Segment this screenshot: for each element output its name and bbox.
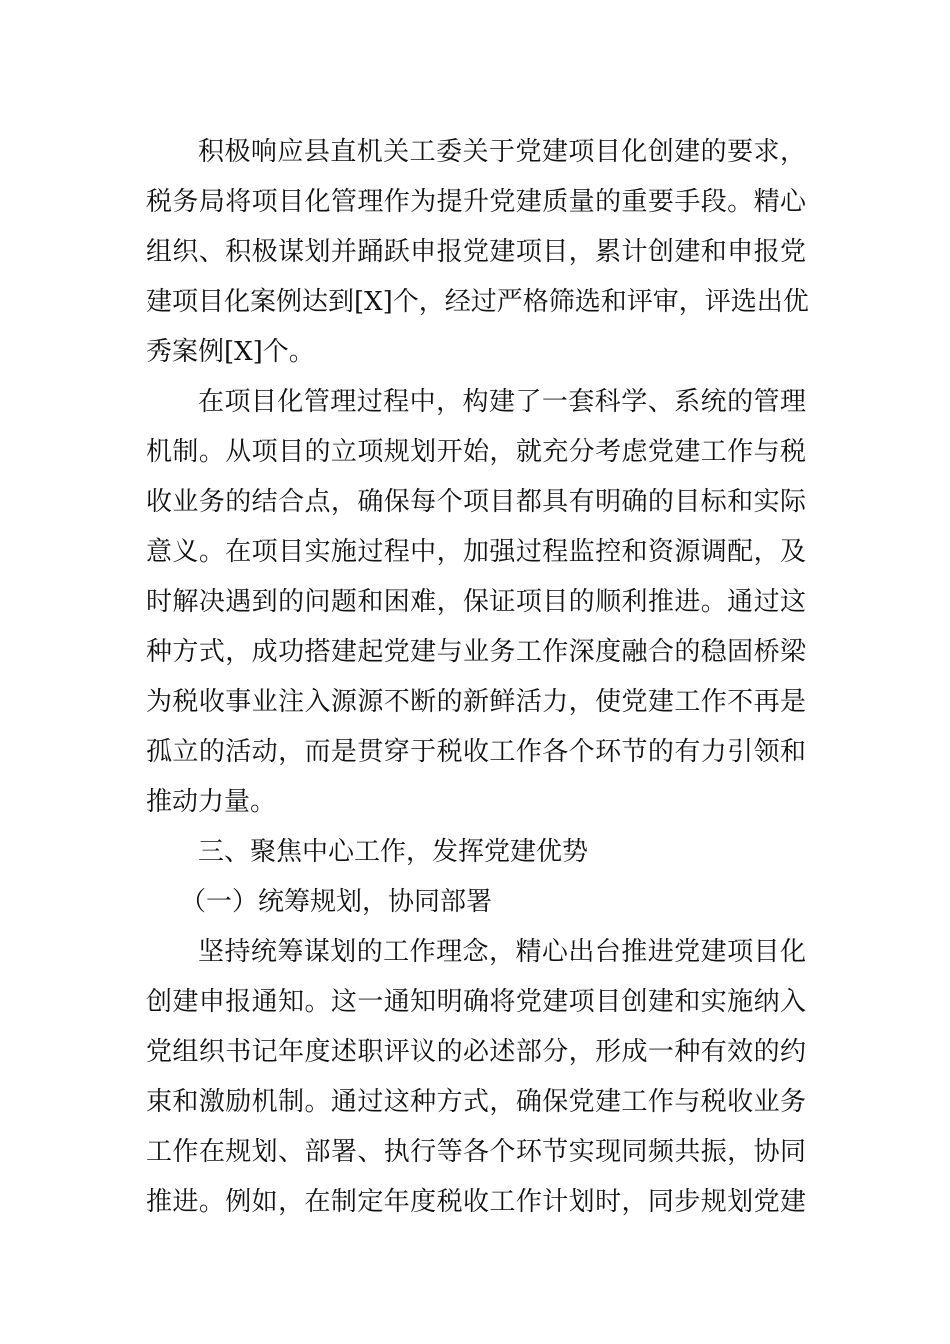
text-line: 孤立的活动，而是贯穿于税收工作各个环节的有力引领和 <box>146 737 806 767</box>
text-line: 收业务的结合点，确保每个项目都具有明确的目标和实际 <box>146 487 806 517</box>
text-line: 推进。例如，在制定年度税收工作计划时，同步规划党建 <box>146 1187 806 1217</box>
text-line: 积极响应县直机关工委关于党建项目化创建的要求， <box>198 137 806 167</box>
text-line: 意义。在项目实施过程中，加强过程监控和资源调配，及 <box>146 537 806 567</box>
text-line: 秀案例[X]个。 <box>146 337 315 367</box>
subsection-heading: （一）统筹规划，协同部署 <box>180 887 493 917</box>
text-line: 时解决遇到的问题和困难，保证项目的顺利推进。通过这 <box>146 587 806 617</box>
text-line: 税务局将项目化管理作为提升党建质量的重要手段。精心 <box>146 187 806 217</box>
text-line: 推动力量。 <box>146 787 277 817</box>
text-line: 党组织书记年度述职评议的必述部分，形成一种有效的约 <box>146 1037 806 1067</box>
text-line: 创建申报通知。这一通知明确将党建项目创建和实施纳入 <box>146 987 806 1017</box>
body-text <box>146 127 809 1227</box>
text-line: 为税收事业注入源源不断的新鲜活力，使党建工作不再是 <box>146 687 806 717</box>
text-line: 束和激励机制。通过这种方式，确保党建工作与税收业务 <box>146 1087 806 1117</box>
section-heading: 三、聚焦中心工作，发挥党建优势 <box>198 837 589 867</box>
text-line: 建项目化案例达到[X]个，经过严格筛选和评审，评选出优 <box>146 287 809 317</box>
text-line: 种方式，成功搭建起党建与业务工作深度融合的稳固桥梁 <box>146 637 806 667</box>
text-line: 组织、积极谋划并踊跃申报党建项目，累计创建和申报党 <box>146 237 806 267</box>
text-line: 机制。从项目的立项规划开始，就充分考虑党建工作与税 <box>146 437 806 467</box>
text-line: 在项目化管理过程中，构建了一套科学、系统的管理 <box>198 387 806 417</box>
text-line: 坚持统筹谋划的工作理念，精心出台推进党建项目化 <box>198 937 806 967</box>
text-line: 工作在规划、部署、执行等各个环节实现同频共振，协同 <box>146 1137 806 1167</box>
